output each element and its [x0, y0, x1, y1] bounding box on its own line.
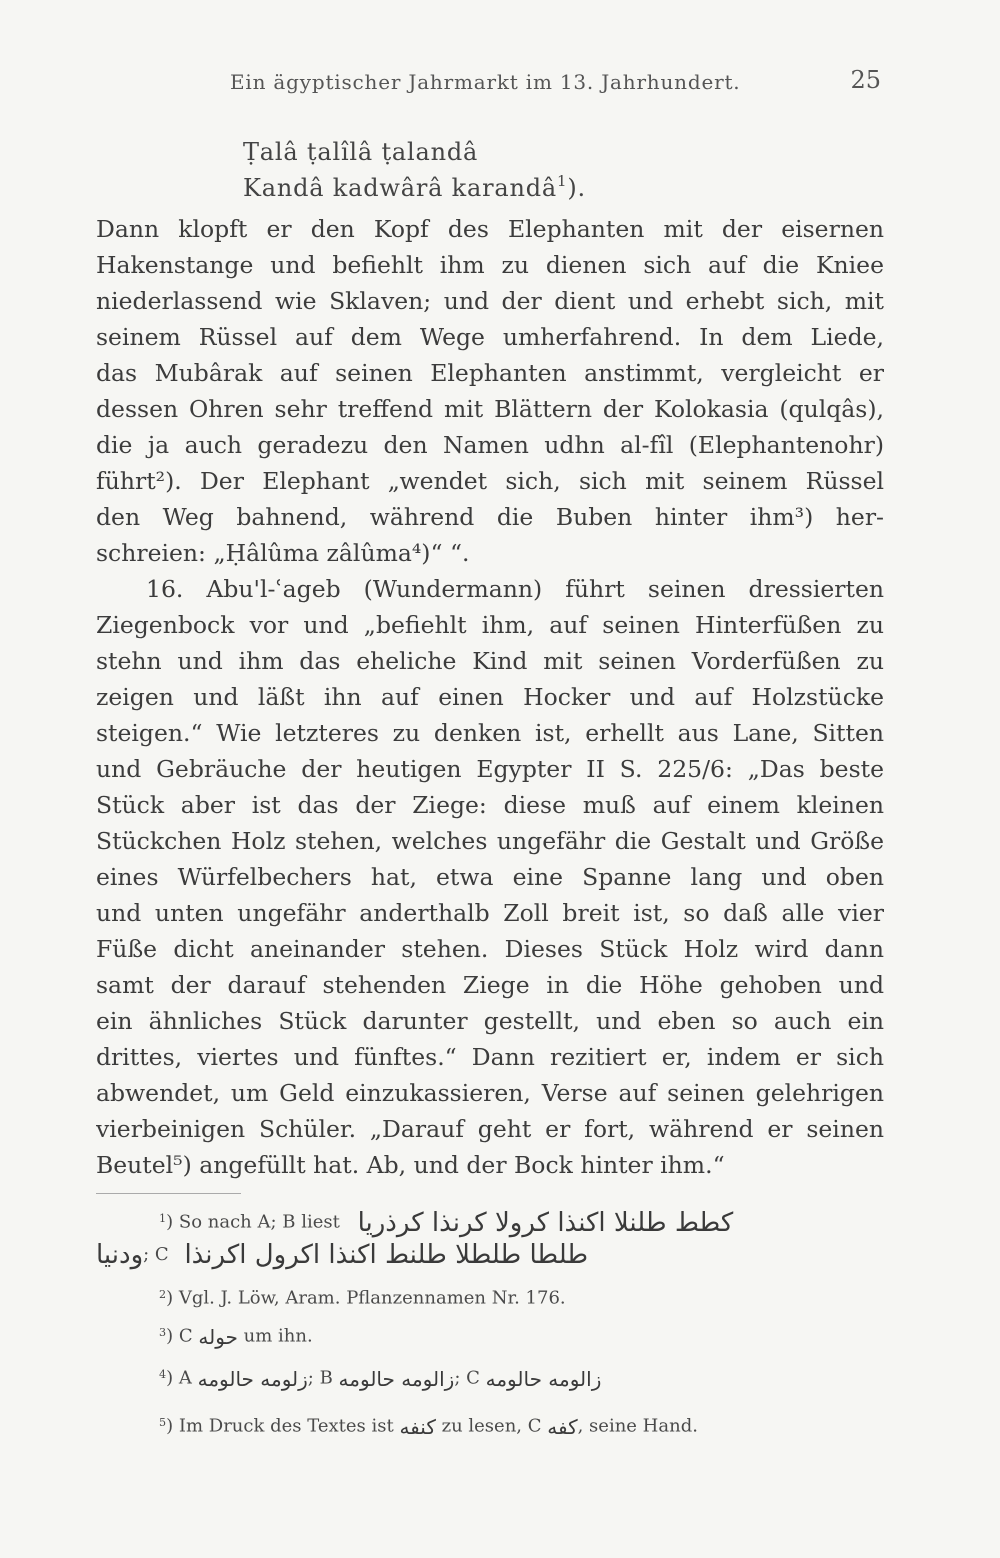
footnote-2: $^2$) Vgl. J. Löw, Aram. Pflanzennamen Nr. 176. [159, 1287, 566, 1309]
arabic-text: زلومه حالومه [197, 1366, 308, 1391]
footnote-text: ; C [454, 1367, 480, 1389]
footnote-number: 5 [159, 1416, 167, 1429]
body-line: ein ähnliches Stück darunter gestellt, und eben so auch ein [96, 1007, 884, 1035]
body-line: das Mubârak auf seinen Elephanten anstimmt, vergleicht er [96, 359, 884, 387]
body-line: Stückchen Holz stehen, welches ungefähr die Gestalt und Größe [96, 827, 884, 855]
verse-text: Ṭalâ ṭalîlâ ṭalandâ [243, 138, 479, 166]
running-title: Ein ägyptischer Jahrmarkt im 13. Jahrhundert. [230, 70, 741, 94]
arabic-text: زالومه حالومه [485, 1366, 602, 1391]
page-header [96, 68, 881, 102]
body-line: und unten ungefähr anderthalb Zoll breit ist, so daß alle vier [96, 899, 884, 927]
footnote-number: 1 [159, 1212, 167, 1225]
body-line: 16. Abu'l-ʿageb (Wundermann) führt seinen dressierten [146, 575, 884, 603]
footnote-text: zu lesen, C [441, 1415, 542, 1437]
body-line: vierbeinigen Schüler. „Darauf geht er fort, während er seinen [96, 1115, 884, 1143]
body-line: seinem Rüssel auf dem Wege umherfahrend. In dem Liede, [96, 323, 884, 351]
footnote-number: 3 [159, 1326, 167, 1339]
footnote-number: 2 [159, 1288, 167, 1301]
footnote-5: $^5$) Im Druck des Textes ist كنفه zu lesen, C كفه, seine Hand. [159, 1408, 698, 1442]
body-line: und Gebräuche der heutigen Egypter II S. 225/6: „Das beste [96, 755, 884, 783]
body-line: Stück aber ist das der Ziege: diese muß auf einem kleinen [96, 791, 884, 819]
arabic-text: كنفه [399, 1414, 436, 1439]
footnote-text: A [178, 1367, 192, 1389]
footnote-text: ; C [143, 1244, 169, 1265]
body-line: drittes, viertes und fünftes.“ Dann rezitiert er, indem er sich [96, 1043, 884, 1071]
body-line: dessen Ohren sehr treffend mit Blättern der Kolokasia (qulqâs), [96, 395, 884, 423]
verse-line-2 [243, 172, 586, 202]
arabic-text: زالومه حالومه [338, 1366, 455, 1391]
arabic-text: كطط طلنلا اكنذا كرولا كرنذا كرذريا [357, 1207, 734, 1238]
footnote-text: ; B [307, 1367, 333, 1389]
body-line: Ziegenbock vor und „befiehlt ihm, auf seinen Hinterfüßen zu [96, 611, 884, 639]
body-line: den Weg bahnend, während die Buben hinter ihm³) her- [96, 503, 884, 531]
footnote-mark: 1 [557, 172, 568, 190]
body-line: abwendet, um Geld einzukassieren, Verse auf seinen gelehrigen [96, 1079, 884, 1107]
body-line: eines Würfelbechers hat, etwa eine Spanne lang und oben [96, 863, 884, 891]
footnote-text: So nach A; B liest [178, 1211, 340, 1233]
arabic-text: طلطا طلطلا طلنط اكنذا اكرول اكرنذا [184, 1240, 589, 1270]
body-text [96, 211, 884, 1183]
arabic-text: حوله [198, 1324, 238, 1349]
footnote-text: Vgl. J. Löw, Aram. Pflanzennamen Nr. 176. [178, 1287, 566, 1309]
verse-line-1 [243, 138, 478, 166]
body-line: zeigen und läßt ihn auf einen Hocker und auf Holzstücke [96, 683, 884, 711]
body-line: stehn und ihm das eheliche Kind mit seinen Vorderfüßen zu [96, 647, 884, 675]
footnote-1-continued [96, 1240, 588, 1270]
footnote-rule [96, 1193, 241, 1194]
body-line: steigen.“ Wie letzteres zu denken ist, erhellt aus Lane, Sitten [96, 719, 884, 747]
body-line: die ja auch geradezu den Namen udhn al-fîl (Elephantenohr) [96, 431, 884, 459]
footnote-text: , seine Hand. [577, 1415, 698, 1437]
footnote-3: $^3$) C حوله um ihn. [159, 1318, 313, 1352]
arabic-text: ودنيا [96, 1240, 144, 1270]
footnote-4: $^4$) A زلومه حالومه; B زالومه حالومه; C زالومه حالومه [159, 1360, 601, 1394]
body-line: Dann klopft er den Kopf des Elephanten mit der eisernen [96, 215, 884, 243]
arabic-text: كفه [547, 1414, 578, 1439]
body-line: Hakenstange und befiehlt ihm zu dienen sich auf die Kniee [96, 251, 884, 279]
footnote-text: Im Druck des Textes ist [178, 1415, 394, 1437]
body-line: Beutel⁵) angefüllt hat. Ab, und der Bock hinter ihm.“ [96, 1151, 725, 1179]
verse-text: Kandâ kadwârâ karandâ [243, 174, 558, 202]
body-line: samt der darauf stehenden Ziege in die Höhe gehoben und [96, 971, 884, 999]
footnote-1: $^1$) So nach A; B liest كطط طلنلا اكنذا كرولا كرنذا كرذريا [159, 1207, 734, 1238]
footnote-text: um ihn. [243, 1325, 313, 1347]
footnote-number: 4 [159, 1368, 167, 1381]
body-line: führt²). Der Elephant „wendet sich, sich mit seinem Rüssel [96, 467, 884, 495]
page-number: 25 [850, 66, 881, 94]
body-line: schreien: „Ḥâlûma zâlûma⁴)“ “. [96, 539, 470, 567]
footnote-text: C [178, 1325, 193, 1347]
body-line: niederlassend wie Sklaven; und der dient und erhebt sich, mit [96, 287, 884, 315]
body-line: Füße dicht aneinander stehen. Dieses Stück Holz wird dann [96, 935, 884, 963]
verse-end: ). [567, 174, 586, 202]
